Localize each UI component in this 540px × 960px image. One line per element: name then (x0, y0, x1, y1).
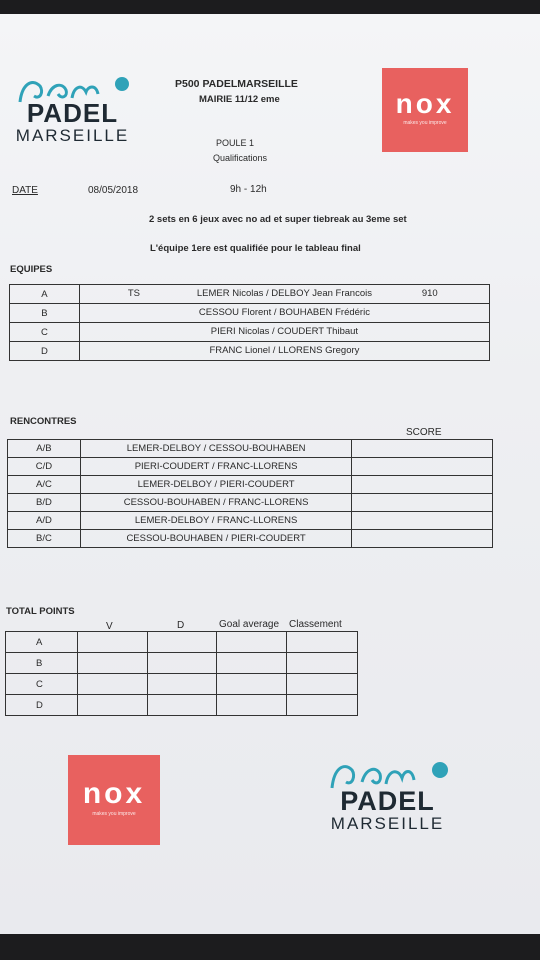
team-players: PIERI Nicolas / COUDERT Thibaut (210, 326, 359, 337)
team-ranking: 910 (421, 288, 438, 299)
total-cell (287, 653, 358, 674)
total-cell (77, 632, 147, 653)
match-teams: PIERI-COUDERT / FRANC-LLORENS (80, 458, 351, 476)
score-header: SCORE (406, 427, 442, 438)
padel-marseille-logo-bottom (320, 756, 455, 834)
nox-logo-bottom (68, 755, 160, 845)
match-pair: A/D (8, 512, 81, 530)
match-score (352, 476, 493, 494)
rule-1: 2 sets en 6 jeux avec no ad et super tiebreak au 3eme set (149, 214, 407, 225)
date-label: DATE (12, 185, 38, 196)
team-row (10, 342, 490, 361)
match-teams: CESSOU-BOUHABEN / FRANC-LLORENS (80, 494, 351, 512)
total-team-letter: D (6, 695, 78, 716)
match-teams: LEMER-DELBOY / PIERI-COUDERT (80, 476, 351, 494)
team-players-cell (79, 323, 489, 342)
total-cell (147, 632, 217, 653)
total-row (6, 632, 358, 653)
total-cell (147, 653, 217, 674)
total-row (6, 695, 358, 716)
total-cell (287, 674, 358, 695)
nox-word: nox (395, 88, 455, 119)
team-players-cell (79, 342, 489, 361)
team-letter: B (10, 304, 80, 323)
match-teams: CESSOU-BOUHABEN / PIERI-COUDERT (80, 530, 351, 548)
marseille-word: MARSEILLE (15, 126, 130, 145)
team-seed: TS (127, 288, 140, 299)
total-cell (147, 695, 217, 716)
total-cell (77, 653, 147, 674)
match-row (8, 530, 493, 548)
team-players: LEMER Nicolas / DELBOY Jean Francois (196, 288, 372, 299)
nox-tagline: makes you improve (92, 811, 136, 817)
total-team-letter: B (6, 653, 78, 674)
total-row (6, 674, 358, 695)
score-sheet (0, 14, 540, 934)
padel-word: PADEL (340, 786, 435, 816)
match-score (352, 440, 493, 458)
date-value: 08/05/2018 (88, 185, 139, 196)
match-row (8, 476, 493, 494)
match-pair: B/C (8, 530, 81, 548)
time-value: 9h - 12h (230, 184, 267, 195)
total-table (5, 631, 358, 716)
total-cell (217, 632, 287, 653)
total-cell (77, 674, 147, 695)
match-score (352, 458, 493, 476)
match-row (8, 494, 493, 512)
team-letter: A (10, 285, 80, 304)
match-row (8, 440, 493, 458)
rule-2: L'équipe 1ere est qualifiée pour le tableau final (150, 243, 361, 254)
header-d: D (177, 620, 185, 631)
team-letter: C (10, 323, 80, 342)
match-teams: LEMER-DELBOY / CESSOU-BOUHABEN (80, 440, 351, 458)
total-cell (217, 653, 287, 674)
match-teams: LEMER-DELBOY / FRANC-LLORENS (80, 512, 351, 530)
total-cell (217, 674, 287, 695)
total-team-letter: C (6, 674, 78, 695)
nox-logo-top (382, 68, 468, 152)
match-pair: A/B (8, 440, 81, 458)
total-row (6, 653, 358, 674)
equipes-table (9, 284, 490, 361)
team-players-cell (79, 304, 489, 323)
team-letter: D (10, 342, 80, 361)
match-pair: A/C (8, 476, 81, 494)
team-players: FRANC Lionel / LLORENS Gregory (209, 345, 360, 356)
team-row (10, 285, 490, 304)
match-score (352, 494, 493, 512)
header-classement: Classement (289, 619, 342, 630)
match-score (352, 512, 493, 530)
total-team-letter: A (6, 632, 78, 653)
venue: MAIRIE 11/12 eme (199, 94, 280, 105)
padel-marseille-logo-top (10, 72, 135, 146)
team-players: CESSOU Florent / BOUHABEN Frédéric (198, 307, 370, 318)
padel-word: PADEL (26, 98, 119, 128)
equipes-title: EQUIPES (10, 264, 53, 275)
header-v: V (106, 621, 113, 632)
rencontres-title: RENCONTRES (10, 416, 77, 427)
total-cell (217, 695, 287, 716)
match-pair: B/D (8, 494, 81, 512)
match-row (8, 512, 493, 530)
total-cell (147, 674, 217, 695)
match-score (352, 530, 493, 548)
rencontres-table (7, 439, 493, 548)
team-row (10, 304, 490, 323)
pool: POULE 1 (216, 138, 255, 148)
total-title: TOTAL POINTS (6, 606, 75, 617)
match-pair: C/D (8, 458, 81, 476)
header-goal-average: Goal average (219, 619, 280, 630)
event-title: P500 PADELMARSEILLE (175, 78, 298, 90)
nox-word: nox (82, 777, 146, 810)
stage: Qualifications (213, 153, 268, 163)
team-players-cell (79, 285, 489, 304)
nox-tagline: makes you improve (403, 120, 447, 126)
match-row (8, 458, 493, 476)
marseille-word: MARSEILLE (330, 814, 445, 833)
total-cell (77, 695, 147, 716)
total-cell (287, 632, 358, 653)
total-cell (287, 695, 358, 716)
team-row (10, 323, 490, 342)
